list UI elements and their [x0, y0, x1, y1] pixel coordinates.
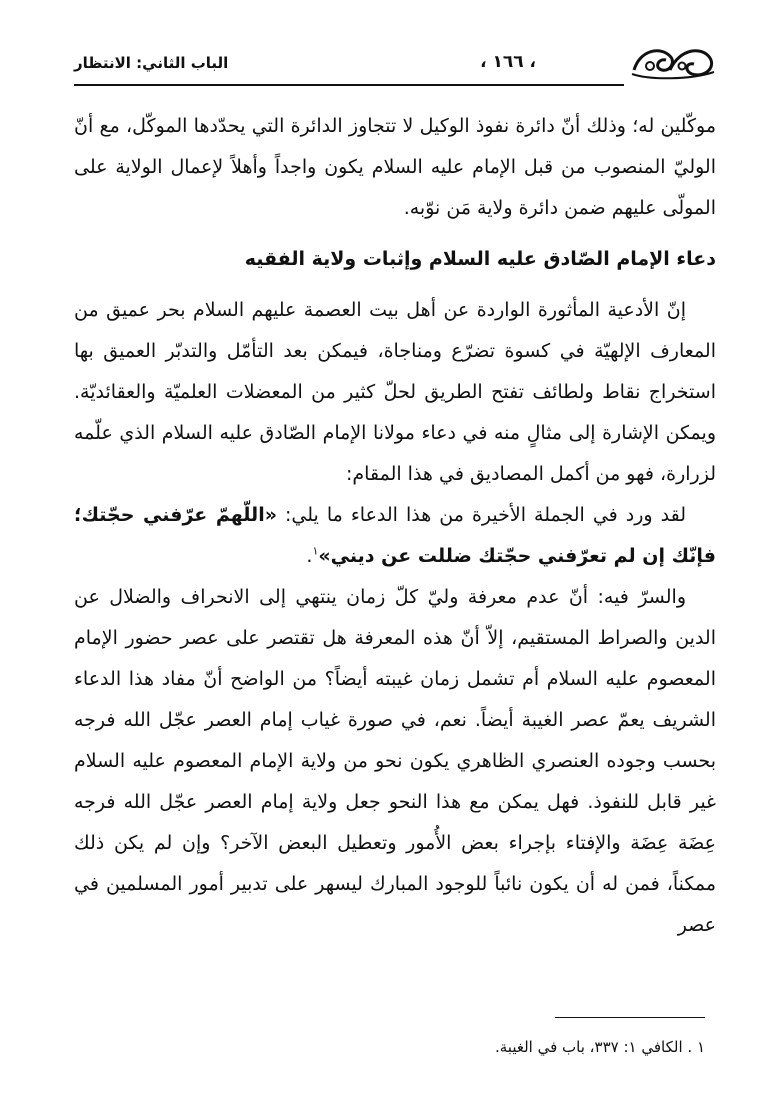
- quote-paragraph: [74, 495, 716, 577]
- body-paragraph-3: والسرّ فيه: أنّ عدم معرفة وليّ كلّ زمان ينتهي إلى الانحراف والضلال عن الدين والصراط المستقيم، إلاّ أنّ هذه المعرفة هل تقتصر على عصر حضور الإمام المعصوم عليه السلام أم تشمل زمان غيبته أيضاً؟ من الواضح أنّ مفاد هذا الدعاء الشريف يعمّ عصر الغيبة أيضاً. نعم، في صورة غياب إمام العصر عجّل الله فرجه بحسب وجوده العنصري الظاهري يكون نحو من ولاية الإمام المعصوم عليه السلام غير قابل للنفوذ. فهل يمكن مع هذا النحو جعل ولاية إمام العصر عجّل الله فرجه عِضَة عِضَة والإفتاء بإجراء بعض الأُمور وتعطيل البعض الآخر؟ وإن لم يكن ذلك ممكناً، فمن له أن يكون نائباً للوجود المبارك ليسهر على تدبير أمور المسلمين في عصر: [74, 586, 716, 936]
- page-number: ، ١٦٦ ،: [480, 52, 536, 72]
- chapter-title: الباب الثاني: الانتظار: [74, 54, 229, 72]
- calligraphy-ornament-icon: [630, 40, 716, 82]
- body-paragraph-1: موكّلين له؛ وذلك أنّ دائرة نفوذ الوكيل لا تتجاوز الدائرة التي يحدّدها الموكّل، مع أنّ الوليّ المنصوب من قبل الإمام عليه السلام يكون واجداً وأهلاً لإعمال الولاية على المولّى عليهم ضمن دائرة ولاية مَن نوّبه.: [74, 115, 716, 219]
- page-header: [74, 40, 716, 84]
- footnote-ref[interactable]: ١: [312, 544, 319, 558]
- body-paragraph-2: إنّ الأدعية المأثورة الواردة عن أهل بيت العصمة عليهم السلام بحر عميق من المعارف الإلهيّة في كسوة تضرّع ومناجاة، فيمكن بعد التأمّل والتدبّر العميق بها استخراج نقاط ولطائف تفتح الطريق لحلّ كثير من المعضلات العلميّة والعقائديّة. ويمكن الإشارة إلى مثالٍ منه في دعاء مولانا الإمام الصّادق عليه السلام الذي علّمه لزرارة، فهو من أكمل المصاديق في هذا المقام:: [74, 299, 716, 485]
- footnote: ١ . الكافي ١: ٣٣٧، باب في الغيبة.: [495, 1038, 705, 1056]
- quote-intro: لقد ورد في الجملة الأخيرة من هذا الدعاء ما يلي:: [276, 504, 686, 526]
- page-body: [74, 106, 716, 946]
- quote-end: .: [306, 545, 313, 567]
- footnote-divider: [555, 1017, 705, 1018]
- header-rule: [74, 84, 624, 86]
- section-heading: دعاء الإمام الصّادق عليه السلام وإثبات ولاية الفقيه: [244, 248, 716, 270]
- quote-text: «اللّهمّ عرّفني حجّتك؛ فإنّك إن لم تعرّفني حجّتك ضللت عن ديني»: [74, 504, 716, 567]
